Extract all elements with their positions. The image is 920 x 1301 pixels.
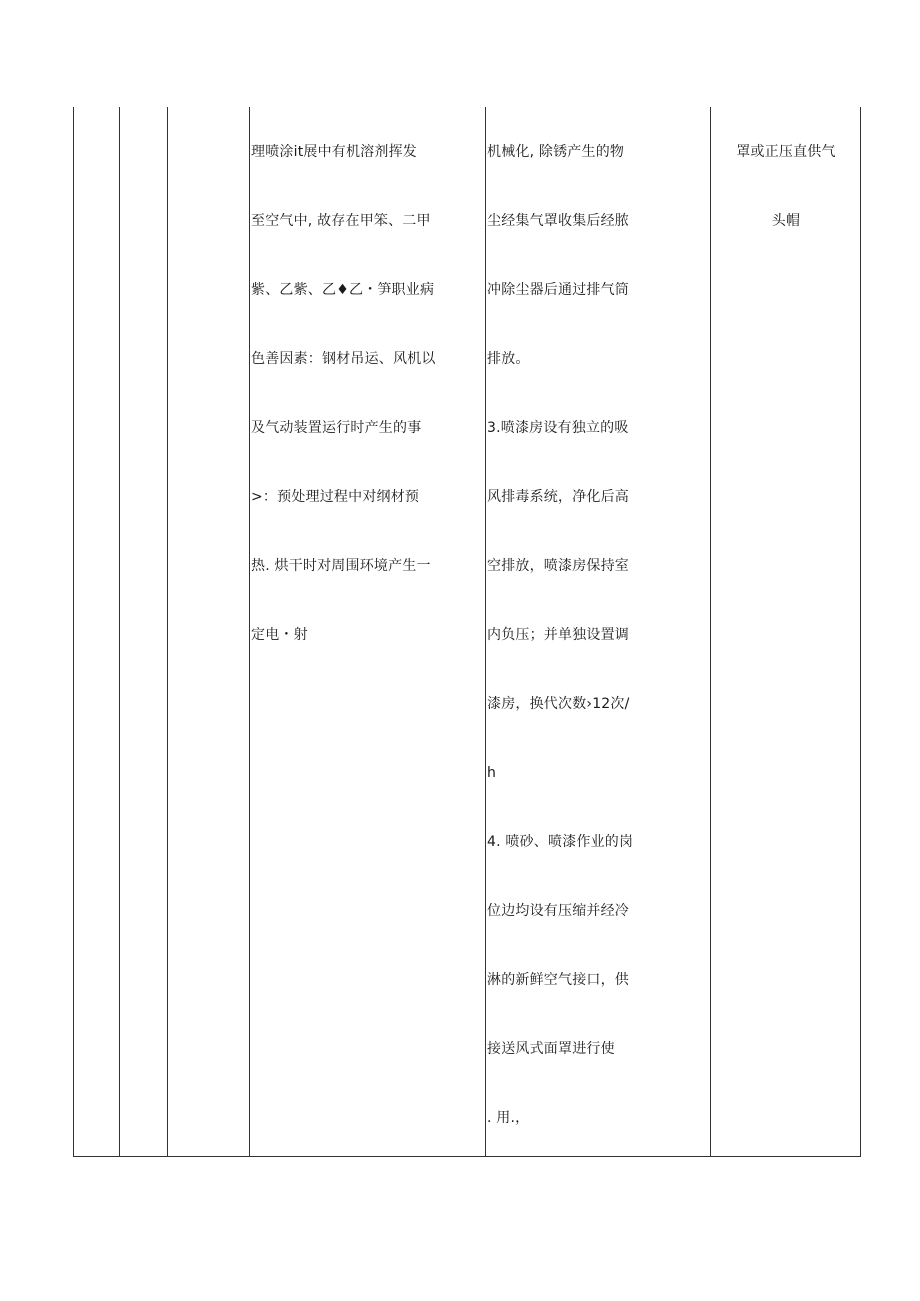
hazard-line: 及气动装置运行时产生的事 [251,420,422,436]
column-divider [167,107,168,1157]
hazard-line: 热. 烘干时对周围环境产生一 [251,558,431,574]
equipment-line: 头帽 [771,213,801,229]
measure-line: 接送风式面罩进行使 [487,1041,615,1057]
column-divider [249,107,250,1157]
hazard-description-cell [251,141,436,693]
protective-measure-cell [487,141,633,1176]
measure-line: . 用.， [487,1110,530,1126]
hazard-line: 至空气中, 故存在甲笨、二甲 [251,213,431,229]
table-border-bottom [73,1156,861,1157]
measure-line: 淋的新鲜空气接口，供 [487,972,629,988]
measure-line: 位边均设有压缩并经冷 [487,903,629,919]
measure-line: 风排毒系统，净化后高 [487,489,629,505]
measure-line: 尘经集气罩收集后经脓 [487,213,629,229]
hazard-line: 定电・射 [251,627,308,643]
measure-line: 排放。 [487,351,530,367]
column-divider [485,107,486,1157]
measure-line: 4. 喷砂、喷漆作业的岗 [487,834,634,850]
measure-line: 3.喷漆房设有独立的吸 [487,420,629,436]
measure-line: 漆房，换代次数›12次/ [487,696,630,712]
measure-line: 冲除尘器后通过排气筒 [487,282,629,298]
hazard-line: 色善因素：钢材吊运、风机以 [251,351,436,367]
equipment-line: 罩或正压直供气 [736,144,836,160]
measure-line: 机械化, 除锈产生的物 [487,144,625,160]
protective-equipment-cell [711,141,861,279]
measure-line: 空排放，喷漆房保持室 [487,558,629,574]
hazard-line: 紫、乙紫、乙♦乙・笋职业病 [251,282,435,298]
column-divider [119,107,120,1157]
hazard-line: 理喷涂it展中有机溶剂挥发 [251,144,417,160]
table-border-left [73,107,74,1157]
measure-line: 内负压；并单独设置调 [487,627,629,643]
measure-line: h [487,765,497,781]
hazard-line: >：预处理过程中对纲材预 [251,489,420,505]
continuation-table [73,107,861,1157]
